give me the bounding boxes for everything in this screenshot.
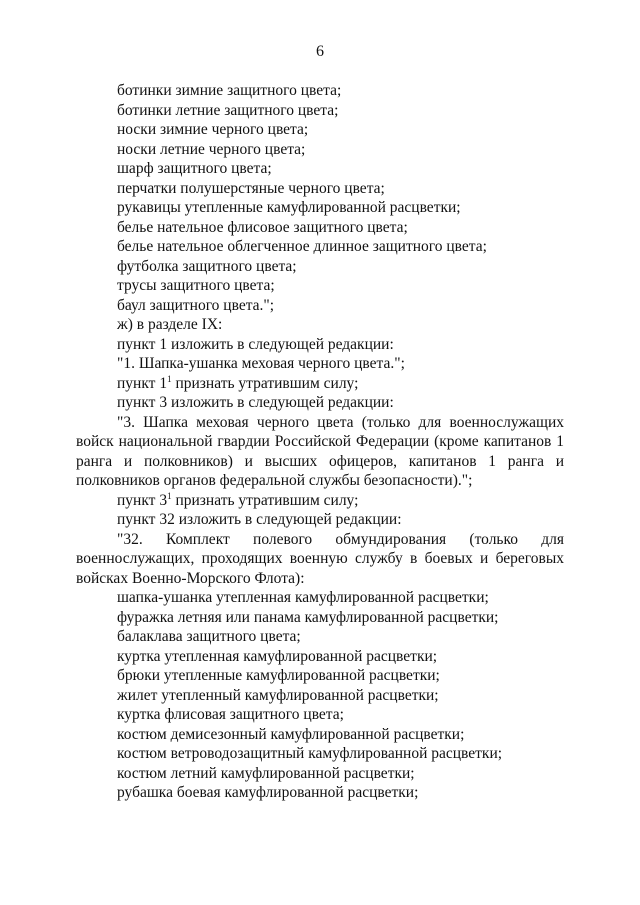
list-line: фуражка летняя или панама камуфлированной расцветки;	[117, 608, 499, 626]
list-line: костюм демисезонный камуфлированной расцветки;	[117, 725, 465, 743]
item-1-1-superscript: 1	[167, 373, 172, 384]
item-1-1-after: признать утратившим силу;	[171, 374, 359, 392]
list-line: шапка-ушанка утепленная камуфлированной расцветки;	[117, 589, 489, 606]
amendment-line-3-1	[76, 491, 564, 511]
list-line: ботинки зимние защитного цвета;	[117, 82, 342, 99]
list-line: куртка флисовая защитного цвета;	[117, 706, 344, 723]
list-line: балаклава защитного цвета;	[117, 628, 301, 645]
list-line: перчатки полушерстяные черного цвета;	[117, 179, 385, 197]
paragraph-item-32: "32. Комплект полевого обмундирования (только для военнослужащих, проходящих военную службу в боевых и береговых войсках Военно-Морского Флота):	[76, 530, 564, 587]
paragraph-item-3: "3. Шапка меховая черного цвета (только для военнослужащих войск национальной гвардии Российской Федерации (кроме капитанов 1 ранга и полковников) и высших офицеров, капитанов 1 ранга и полковников органов федеральной службы безопасности).";	[76, 413, 564, 489]
list-line: трусы защитного цвета;	[117, 277, 275, 294]
amendment-line: пункт 32 изложить в следующей редакции:	[117, 511, 402, 528]
list-line: костюм летний камуфлированной расцветки;	[117, 764, 415, 782]
amendment-line: пункт 3 изложить в следующей редакции:	[117, 394, 394, 411]
list-line: жилет утепленный камуфлированной расцветки;	[117, 686, 439, 704]
section-heading-line: ж) в разделе IX:	[117, 316, 223, 333]
list-line: ботинки летние защитного цвета;	[117, 101, 339, 119]
list-line: баул защитного цвета.";	[117, 296, 275, 314]
list-line: носки летние черного цвета;	[117, 140, 306, 158]
amendment-quote-line: "1. Шапка-ушанка меховая черного цвета.";	[117, 355, 405, 372]
list-line: брюки утепленные камуфлированной расцветки;	[117, 667, 440, 684]
list-line: рубашка боевая камуфлированной расцветки;	[117, 784, 419, 801]
list-line: футболка защитного цвета;	[117, 257, 297, 275]
list-line: рукавицы утепленные камуфлированной расцветки;	[117, 199, 461, 216]
list-line: шарф защитного цвета;	[117, 160, 272, 177]
list-line: куртка утепленная камуфлированной расцветки;	[117, 647, 438, 665]
item-3-1-after: признать утратившим силу;	[171, 491, 359, 509]
list-line: белье нательное флисовое защитного цвета;	[117, 218, 408, 236]
amendment-line-1-1	[76, 374, 564, 394]
document-body	[76, 81, 564, 803]
item-3-1-superscript: 1	[167, 490, 172, 501]
list-line: белье нательное облегченное длинное защитного цвета;	[117, 238, 487, 255]
list-line: костюм ветроводозащитный камуфлированной расцветки;	[117, 745, 503, 762]
item-1-1-before: пункт 1	[117, 374, 168, 392]
item-3-1-before: пункт 3	[117, 491, 168, 509]
list-line: носки зимние черного цвета;	[117, 121, 309, 138]
amendment-line: пункт 1 изложить в следующей редакции:	[117, 335, 394, 353]
page-number: 6	[316, 43, 324, 60]
